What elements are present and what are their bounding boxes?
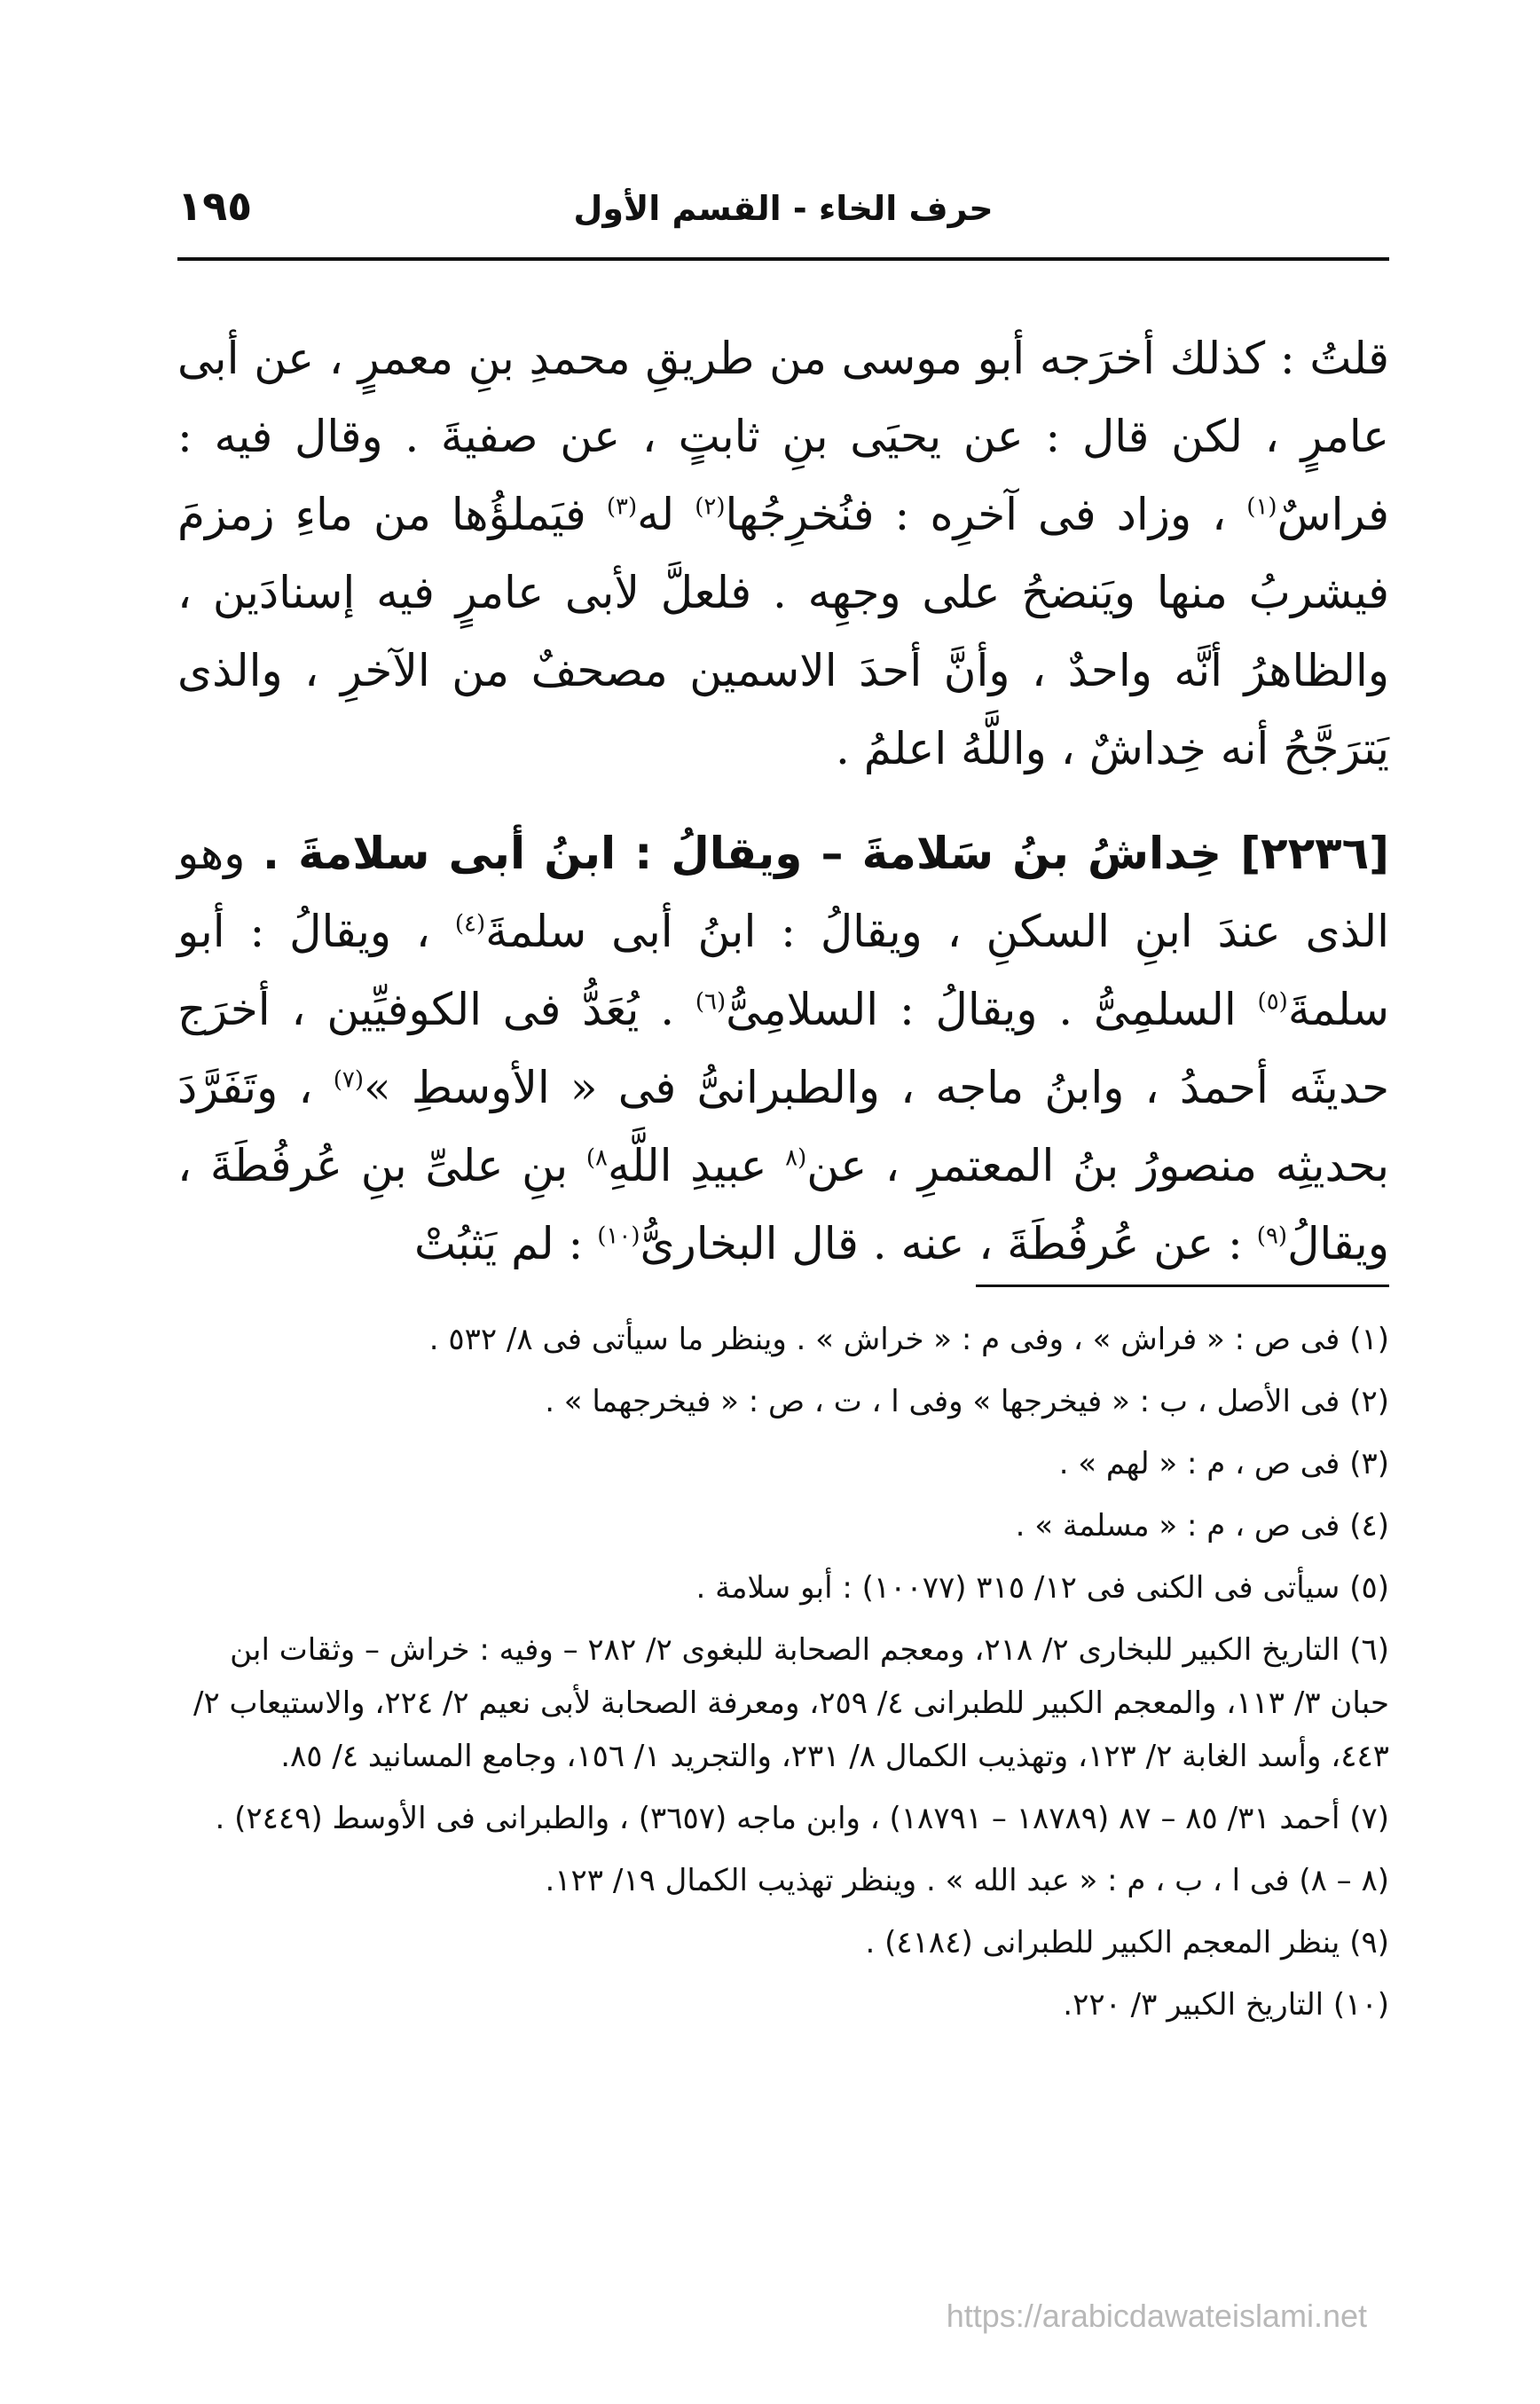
footnote-mark[interactable]: (٩) (1256, 1222, 1288, 1250)
text-segment: فيَملؤُها من ماءِ زمزمَ فيشربُ منها ويَنضحُ على وجهِه . فلعلَّ لأبى عامرٍ فيه إسنادَين ، والظاهرُ أنَّه واحدٌ ، وأنَّ أحدَ الاسمين مصحفٌ من الآخرِ ، والذى يَترَجَّحُ أنه خِداشٌ ، واللَّهُ اعلمُ . (177, 489, 1389, 774)
text-segment: : لم يَثبُتْ (414, 1218, 584, 1269)
text-segment: قلتُ : كذلك أخرَجه أبو موسى من طريقِ محمدِ بنِ معمرٍ ، عن أبى عامرٍ ، لكن قال : عن يحيَى بنِ ثابتٍ ، عن صفيةَ . وقال فيه : فراسٌ (177, 333, 1389, 540)
footnote-item: (٥) سيأتى فى الكنى فى ١٢/ ٣١٥ (١٠٠٧٧) : أبو سلامة . (695, 1570, 1389, 1606)
footnote-item: (٦) التاريخ الكبير للبخارى ٢/ ٢١٨، ومعجم الصحابة للبغوى ٢/ ٢٨٢ – وفيه : خراش – وثقات ابن حبان ٣/ ١١٣، والمعجم الكبير للطبرانى ٤/ ٢٥٩، ومعرفة الصحابة لأبى نعيم ٢/ ٢٢٤، والاستيعاب ٢/ ٤٤٣، وأسد الغابة ٢/ ١٢٣، وتهذيب الكمال ٨/ ٢٣١، والتجريد ١/ ١٥٦، وجامع المسانيد ٤/ ٨٥. (193, 1632, 1389, 1774)
running-header (177, 182, 1389, 244)
footnote-item: (٢) فى الأصل ، ب : « فيخرجها » وفى ا ، ت ، ص : « فيخرجهما » . (545, 1384, 1389, 1419)
footnotes (177, 1313, 1389, 2040)
footnote-mark[interactable]: ٨) (585, 1144, 608, 1172)
running-title: حرف الخاء - القسم الأول (573, 189, 994, 228)
footnote-item: (٧) أحمد ٣١/ ٨٥ – ٨٧ (١٨٧٨٩ – ١٨٧٩١) ، وابن ماجه (٣٦٥٧) ، والطبرانى فى الأوسط (٢٤٤٩) . (215, 1801, 1389, 1836)
text-segment: . يُعَدُّ فى الكوفيِّين ، أخرَج حديثَه أحمدُ ، وابنُ ماجه ، والطبرانىُّ فى « الأوسطِ » (177, 984, 1389, 1113)
header-rule (177, 257, 1389, 261)
text-segment: عبيدِ اللَّهِ (607, 1140, 767, 1191)
text-segment: ، وزاد فى آخرِه : فنُخرِجُها (725, 489, 1227, 540)
footnote-item: (١) فى ص : « فراش » ، وفى م : « خراش » . وينظر ما سيأتى فى ٨/ ٥٣٢ . (428, 1322, 1389, 1357)
paragraph-1 (177, 319, 1389, 788)
text-segment: له (637, 489, 675, 540)
footnote-item: (٣) فى ص ، م : « لهم » . (1058, 1446, 1389, 1481)
text-segment: وهو الذى عندَ ابنِ السكنِ ، ويقالُ : ابنُ أبى سلمةَ (177, 828, 1389, 957)
footnote-item: (١٠) التاريخ الكبير ٣/ ٢٢٠. (1063, 1987, 1389, 2023)
footnote-mark[interactable]: (٧) (333, 1066, 365, 1094)
entry-heading: [٢٢٣٦] خِداشُ بنُ سَلامةَ – ويقالُ : ابنُ أبى سلامةَ . (262, 828, 1389, 879)
footnote-mark[interactable]: (١٠) (597, 1222, 640, 1250)
text-segment: ، ويقالُ : أبو سلمةَ (177, 906, 1389, 1035)
footnote-mark[interactable]: (٨ (785, 1144, 807, 1172)
footnote-item: (٩) ينظر المعجم الكبير للطبرانى (٤١٨٤) . (865, 1925, 1389, 1960)
footnote-mark[interactable]: (١) (1246, 493, 1277, 521)
footnote-item: (٨ – ٨) فى ا ، ب ، م : « عبد الله » . وينظر تهذيب الكمال ١٩/ ١٢٣. (545, 1863, 1389, 1898)
main-text (177, 319, 1389, 1309)
text-segment: بنِ علىِّ بنِ عُرفُطَةَ ، ويقالُ (177, 1140, 1389, 1269)
watermark-url: https://arabicdawateislami.net (946, 2298, 1367, 2334)
text-segment: السلمِىُّ . ويقالُ : السلامِىُّ (726, 984, 1237, 1035)
text-segment: ، وتَفَرَّدَ بحديثِه منصورُ بنُ المعتمرِ ، عن (177, 1062, 1389, 1191)
text-segment: : عن عُرفُطَةَ ، عنه . قال البخارىُّ (640, 1218, 1243, 1269)
paragraph-2 (177, 814, 1389, 1283)
footnote-mark[interactable]: (٢) (695, 493, 726, 521)
footnote-mark[interactable]: (٦) (695, 988, 727, 1016)
page-number: ١٩٥ (177, 182, 253, 230)
footnote-mark[interactable]: (٣) (606, 493, 638, 521)
footnote-item: (٤) فى ص ، م : « مسلمة » . (1015, 1508, 1389, 1544)
footnote-mark[interactable]: (٤) (454, 910, 486, 938)
footnote-rule (976, 1284, 1389, 1287)
footnote-mark[interactable]: (٥) (1257, 988, 1288, 1016)
